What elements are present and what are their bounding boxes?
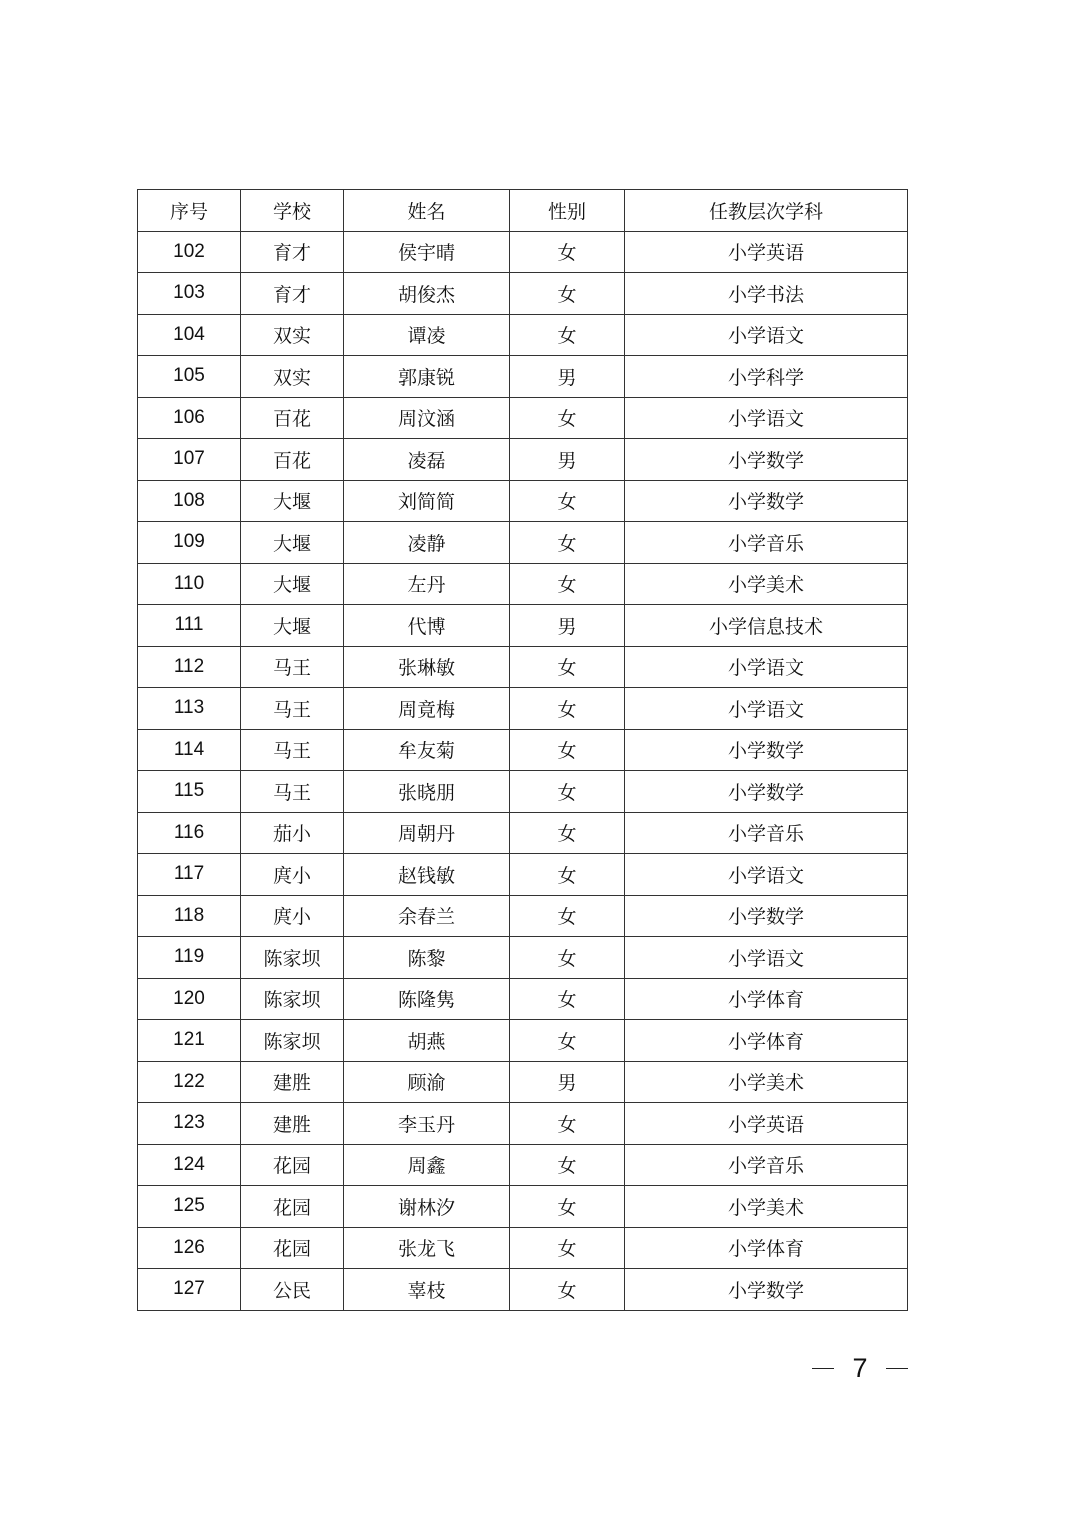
cell-subject: 小学美术 (625, 1186, 908, 1228)
cell-name: 顾渝 (344, 1061, 510, 1103)
cell-name: 周朝丹 (344, 812, 510, 854)
table-row (138, 1020, 908, 1062)
cell-subject: 小学美术 (625, 563, 908, 605)
cell-index: 118 (138, 895, 241, 937)
cell-gender: 女 (510, 563, 625, 605)
cell-school: 大堰 (241, 480, 344, 522)
cell-gender: 女 (510, 397, 625, 439)
cell-name: 辜枝 (344, 1269, 510, 1311)
cell-subject: 小学体育 (625, 1227, 908, 1269)
header-school: 学校 (241, 190, 344, 232)
cell-index: 120 (138, 978, 241, 1020)
cell-school: 马王 (241, 646, 344, 688)
cell-gender: 男 (510, 439, 625, 481)
cell-school: 庹小 (241, 854, 344, 896)
cell-school: 茄小 (241, 812, 344, 854)
cell-name: 刘简简 (344, 480, 510, 522)
table-row (138, 563, 908, 605)
cell-subject: 小学美术 (625, 1061, 908, 1103)
cell-subject: 小学音乐 (625, 522, 908, 564)
table-row (138, 688, 908, 730)
cell-index: 113 (138, 688, 241, 730)
right-dash-decoration (886, 1368, 908, 1369)
header-subject: 任教层次学科 (625, 190, 908, 232)
table-row (138, 1103, 908, 1145)
cell-school: 育才 (241, 273, 344, 315)
cell-index: 105 (138, 356, 241, 398)
table-row (138, 937, 908, 979)
cell-index: 117 (138, 854, 241, 896)
cell-index: 106 (138, 397, 241, 439)
cell-gender: 女 (510, 231, 625, 273)
cell-index: 119 (138, 937, 241, 979)
cell-index: 123 (138, 1103, 241, 1145)
table-header (138, 190, 908, 232)
cell-name: 李玉丹 (344, 1103, 510, 1145)
table-row (138, 1269, 908, 1311)
cell-name: 余春兰 (344, 895, 510, 937)
cell-index: 122 (138, 1061, 241, 1103)
cell-subject: 小学数学 (625, 895, 908, 937)
cell-gender: 女 (510, 1227, 625, 1269)
cell-school: 花园 (241, 1144, 344, 1186)
cell-index: 115 (138, 771, 241, 813)
cell-gender: 女 (510, 314, 625, 356)
cell-gender: 女 (510, 854, 625, 896)
cell-gender: 女 (510, 1144, 625, 1186)
cell-subject: 小学语文 (625, 314, 908, 356)
cell-gender: 女 (510, 1269, 625, 1311)
table-row (138, 1186, 908, 1228)
left-dash-decoration (812, 1368, 834, 1369)
cell-school: 马王 (241, 771, 344, 813)
page-number: 7 (852, 1352, 868, 1383)
cell-name: 周汶涵 (344, 397, 510, 439)
cell-name: 胡俊杰 (344, 273, 510, 315)
table-row (138, 439, 908, 481)
cell-subject: 小学科学 (625, 356, 908, 398)
cell-gender: 女 (510, 522, 625, 564)
cell-school: 大堰 (241, 605, 344, 647)
cell-school: 大堰 (241, 563, 344, 605)
cell-school: 陈家坝 (241, 978, 344, 1020)
cell-gender: 女 (510, 978, 625, 1020)
cell-school: 建胜 (241, 1103, 344, 1145)
cell-subject: 小学体育 (625, 1020, 908, 1062)
table-row (138, 231, 908, 273)
table-row (138, 273, 908, 315)
cell-subject: 小学语文 (625, 937, 908, 979)
cell-subject: 小学语文 (625, 854, 908, 896)
cell-name: 陈黎 (344, 937, 510, 979)
table-row (138, 812, 908, 854)
table-row (138, 854, 908, 896)
cell-name: 赵钱敏 (344, 854, 510, 896)
cell-school: 大堰 (241, 522, 344, 564)
cell-gender: 女 (510, 480, 625, 522)
cell-subject: 小学语文 (625, 397, 908, 439)
cell-index: 112 (138, 646, 241, 688)
cell-index: 111 (138, 605, 241, 647)
header-index: 序号 (138, 190, 241, 232)
cell-gender: 男 (510, 356, 625, 398)
table-row (138, 397, 908, 439)
cell-subject: 小学英语 (625, 1103, 908, 1145)
cell-gender: 女 (510, 273, 625, 315)
teacher-roster-table (137, 189, 908, 1311)
cell-school: 陈家坝 (241, 1020, 344, 1062)
cell-index: 108 (138, 480, 241, 522)
cell-gender: 女 (510, 729, 625, 771)
cell-subject: 小学音乐 (625, 1144, 908, 1186)
table-row (138, 1227, 908, 1269)
cell-subject: 小学数学 (625, 1269, 908, 1311)
cell-school: 马王 (241, 688, 344, 730)
cell-index: 107 (138, 439, 241, 481)
cell-name: 陈隆隽 (344, 978, 510, 1020)
cell-subject: 小学信息技术 (625, 605, 908, 647)
cell-school: 马王 (241, 729, 344, 771)
cell-gender: 女 (510, 937, 625, 979)
cell-index: 116 (138, 812, 241, 854)
cell-gender: 女 (510, 771, 625, 813)
cell-index: 127 (138, 1269, 241, 1311)
table-row (138, 605, 908, 647)
cell-subject: 小学数学 (625, 771, 908, 813)
table-row (138, 729, 908, 771)
header-gender: 性别 (510, 190, 625, 232)
cell-school: 建胜 (241, 1061, 344, 1103)
header-name: 姓名 (344, 190, 510, 232)
cell-name: 侯宇晴 (344, 231, 510, 273)
cell-name: 代博 (344, 605, 510, 647)
cell-index: 103 (138, 273, 241, 315)
cell-school: 双实 (241, 314, 344, 356)
table-row (138, 522, 908, 564)
cell-gender: 男 (510, 1061, 625, 1103)
cell-school: 花园 (241, 1186, 344, 1228)
cell-subject: 小学数学 (625, 729, 908, 771)
cell-index: 110 (138, 563, 241, 605)
cell-index: 124 (138, 1144, 241, 1186)
cell-gender: 女 (510, 646, 625, 688)
cell-gender: 女 (510, 1020, 625, 1062)
cell-subject: 小学书法 (625, 273, 908, 315)
cell-school: 庹小 (241, 895, 344, 937)
cell-name: 凌静 (344, 522, 510, 564)
cell-school: 公民 (241, 1269, 344, 1311)
table-row (138, 895, 908, 937)
cell-name: 张龙飞 (344, 1227, 510, 1269)
table-body (138, 231, 908, 1310)
page-footer (812, 1348, 908, 1388)
cell-subject: 小学音乐 (625, 812, 908, 854)
cell-school: 百花 (241, 439, 344, 481)
cell-subject: 小学英语 (625, 231, 908, 273)
cell-gender: 女 (510, 812, 625, 854)
cell-name: 谭凌 (344, 314, 510, 356)
cell-name: 牟友菊 (344, 729, 510, 771)
cell-gender: 男 (510, 605, 625, 647)
cell-name: 左丹 (344, 563, 510, 605)
cell-school: 花园 (241, 1227, 344, 1269)
cell-subject: 小学数学 (625, 439, 908, 481)
table-row (138, 978, 908, 1020)
table-row (138, 480, 908, 522)
cell-name: 郭康锐 (344, 356, 510, 398)
cell-subject: 小学语文 (625, 646, 908, 688)
cell-index: 114 (138, 729, 241, 771)
cell-subject: 小学数学 (625, 480, 908, 522)
header-row (138, 190, 908, 232)
cell-index: 109 (138, 522, 241, 564)
cell-gender: 女 (510, 1186, 625, 1228)
cell-index: 104 (138, 314, 241, 356)
cell-school: 百花 (241, 397, 344, 439)
cell-index: 121 (138, 1020, 241, 1062)
cell-name: 张琳敏 (344, 646, 510, 688)
cell-name: 胡燕 (344, 1020, 510, 1062)
cell-name: 张晓朋 (344, 771, 510, 813)
cell-school: 陈家坝 (241, 937, 344, 979)
table-row (138, 771, 908, 813)
table-row (138, 314, 908, 356)
table-row (138, 1144, 908, 1186)
cell-subject: 小学体育 (625, 978, 908, 1020)
cell-index: 126 (138, 1227, 241, 1269)
cell-index: 125 (138, 1186, 241, 1228)
cell-name: 凌磊 (344, 439, 510, 481)
cell-school: 双实 (241, 356, 344, 398)
cell-gender: 女 (510, 688, 625, 730)
table-row (138, 356, 908, 398)
table-row (138, 646, 908, 688)
cell-index: 102 (138, 231, 241, 273)
cell-name: 周竟梅 (344, 688, 510, 730)
cell-name: 周鑫 (344, 1144, 510, 1186)
table-row (138, 1061, 908, 1103)
cell-school: 育才 (241, 231, 344, 273)
cell-subject: 小学语文 (625, 688, 908, 730)
cell-name: 谢林汐 (344, 1186, 510, 1228)
cell-gender: 女 (510, 895, 625, 937)
cell-gender: 女 (510, 1103, 625, 1145)
